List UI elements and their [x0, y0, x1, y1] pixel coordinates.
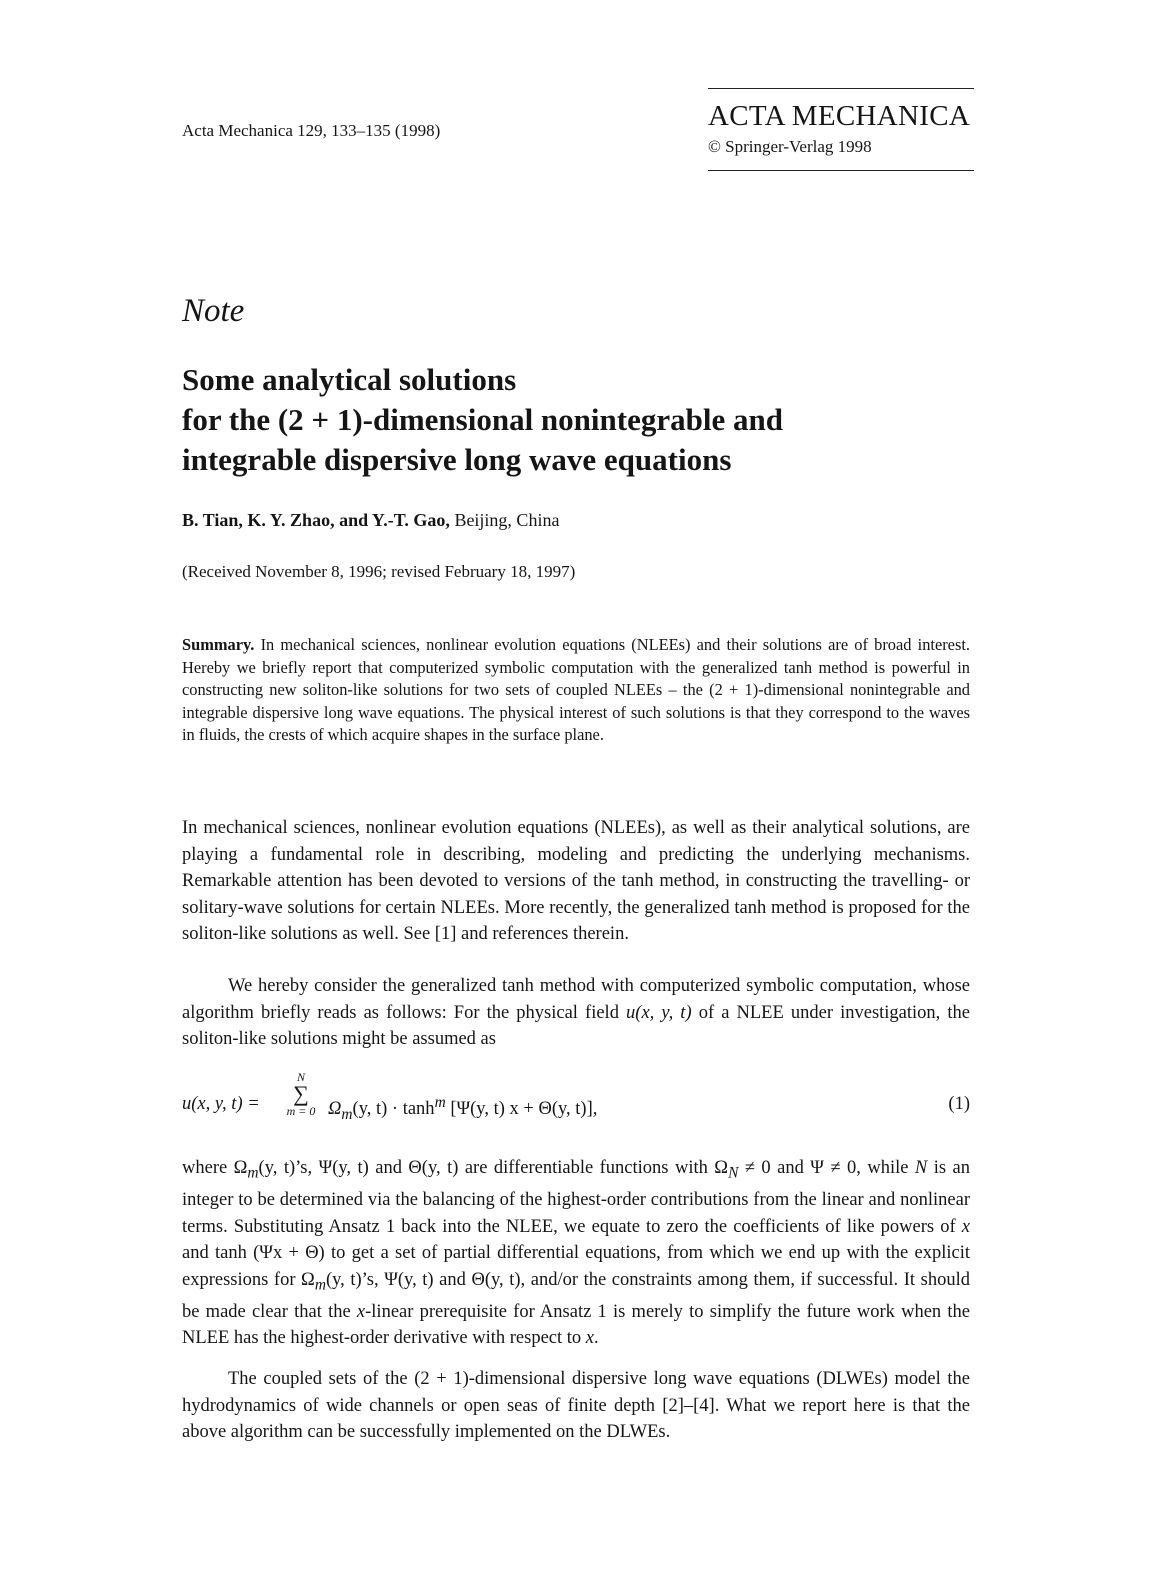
summary-text: In mechanical sciences, nonlinear evolution equations (NLEEs) and their solutions are of broad interest. Hereby we briefly report that computerized symbolic computation with the generalized tanh method is powerful in constructing new soliton-like solutions for two sets of coupled NLEEs – the (2 + 1)-dimensional nonintegrable and integrable dispersive long wave equations. The physical interest of such solutions is that they correspond to the waves in fluids, the crests of which acquire shapes in the surface plane.: [182, 635, 970, 745]
received-dates: (Received November 8, 1996; revised February 18, 1997): [182, 562, 576, 581]
title-line-1: Some analytical solutions: [182, 362, 517, 397]
paragraph-1: In mechanical sciences, nonlinear evolution equations (NLEEs), as well as their analytical solutions, are playing a fundamental role in describing, modeling and predicting the underlying mechanisms. Remarkable attention has been devoted to versions of the tanh method, in constructing the travelling- or solitary-wave solutions for certain NLEEs. More recently, the generalized tanh method is proposed for the soliton-like solutions as well. See [1] and references therein.: [182, 818, 970, 944]
summary-block: [182, 634, 970, 747]
title-line-3: integrable dispersive long wave equations: [182, 442, 732, 477]
journal-masthead: [708, 88, 974, 171]
masthead-top-rule: [708, 88, 974, 89]
journal-citation: Acta Mechanica 129, 133–135 (1998): [182, 121, 441, 140]
equation-lhs: u(x, y, t) =: [182, 1094, 260, 1114]
copyright-line: © Springer-Verlag 1998: [708, 137, 872, 156]
note-label: Note: [182, 293, 245, 329]
title-line-2: for the (2 + 1)-dimensional nonintegrable and: [182, 402, 783, 437]
equation-1: [182, 1070, 970, 1132]
summary-label: Summary.: [182, 635, 255, 654]
summation-symbol: [286, 1070, 316, 1118]
sigma-glyph: ∑: [293, 1081, 309, 1106]
sum-upper-limit: N: [296, 1070, 305, 1084]
journal-name: ACTA MECHANICA: [708, 100, 971, 132]
author-names: B. Tian, K. Y. Zhao, and Y.-T. Gao,: [182, 510, 450, 530]
paper-title: [182, 360, 982, 480]
paragraph-3: where $\Omega_m(y$, t)’s, Ψ(y, t) and Θ(y, t) are differentiable functions with $\Omega_N \ne 0$ and Ψ ≠ 0, while N is an integer to be determined via the balancing of the highest-order contributions from the linear and nonlinear terms. Substituting Ansatz 1 back into the NLEE, we equate to zero the coefficients of like powers of x and tanh (Ψx + Θ) to get a set of partial differential equations, from which we end up with the explicit expressions for $\Omega_m(y$, t)’s, Ψ(y, t) and Θ(y, t), and/or the constraints among them, if successful. It should be made clear that the x-linear prerequisite for Ansatz 1 is merely to simplify the future work when the NLEE has the highest-order derivative with respect to x.: [182, 1158, 970, 1349]
paragraph-4: The coupled sets of the (2 + 1)-dimensional dispersive long wave equations (DLWEs) model the hydrodynamics of wide channels or open seas of finite depth [2]–[4]. What we report here is that the above algorithm can be successfully implemented on the DLWEs.: [182, 1369, 970, 1442]
sum-lower-limit: m = 0: [286, 1104, 316, 1118]
physical-field: u(x, y, t): [626, 1002, 692, 1023]
masthead-bottom-rule: [708, 170, 974, 171]
paragraph-2: We hereby consider the generalized tanh method with computerized symbolic computation, whose algorithm briefly reads as follows: For the physical field u(x, y, t) of a NLEE under investigation, the soliton-like solutions might be assumed as: [182, 976, 970, 1049]
author-location: Beijing, China: [449, 510, 560, 530]
equation-number: (1): [948, 1094, 970, 1114]
equation-rhs: $\Omega_m(y$, $t) \cdot \tanh^m [\Psi(y$, t) x + Θ(y, t)],: [328, 1094, 598, 1123]
author-line: [182, 510, 559, 531]
